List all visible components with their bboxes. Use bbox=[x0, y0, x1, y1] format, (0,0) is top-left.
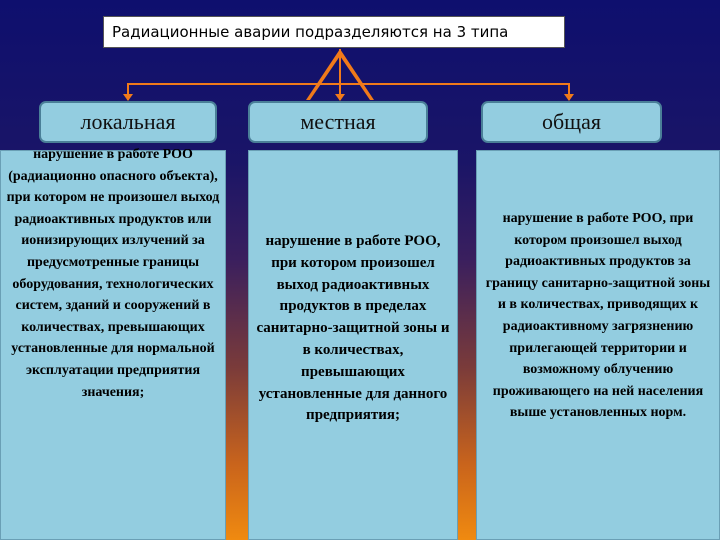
type-general-description-box bbox=[476, 150, 720, 540]
type-general-description: нарушение в работе РОО, при котором произошел выход радиоактивных продуктов за границу санитарно-защитной зоны и в количествах, приводящих к радиоактивному загрязнению прилегающей территории и возможному облучению проживающего на ней населения выше установленных норм. bbox=[485, 211, 711, 421]
arrow-center bbox=[335, 94, 345, 101]
type-local-description-box bbox=[0, 147, 226, 540]
arrow-left bbox=[123, 94, 133, 101]
type-site-description-box bbox=[248, 150, 458, 540]
type-local-description: нарушение в работе РОО (радиационно опасного объекта), при котором не произошел выход радиоактивных продуктов или ионизирующих излучений за предусмотренные границы оборудования, технологических систем, зданий и сооружений в количествах, превышающих установленные для нормальной эксплуатации предприятия значения; bbox=[6, 147, 220, 400]
arrow-right bbox=[564, 94, 574, 101]
type-general-header: общая bbox=[481, 101, 662, 143]
diagram-title: Радиационные аварии подразделяются на 3 типа bbox=[103, 16, 565, 48]
type-site-description: нарушение в работе РОО, при котором произошел выход радиоактивных продуктов в пределах санитарно-защитной зоны и в количествах, превышающих установленные для данного предприятия; bbox=[256, 233, 450, 424]
type-site-header: местная bbox=[248, 101, 428, 143]
connector-bar bbox=[128, 84, 569, 100]
type-local-header: локальная bbox=[39, 101, 217, 143]
